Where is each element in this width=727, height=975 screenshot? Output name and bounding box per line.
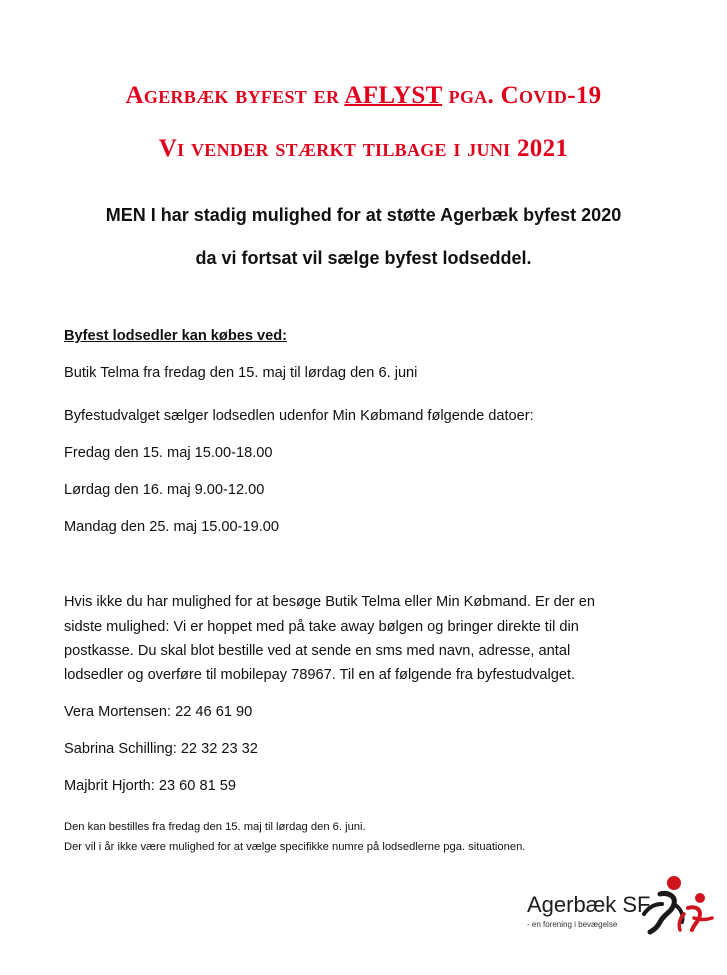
- udvalget-text: Byfestudvalget sælger lodsedlen udenfor Min Købmand følgende datoer:: [64, 408, 534, 424]
- delivery-paragraph-line: Hvis ikke du har mulighed for at besøge Butik Telma eller Min Købmand. Er der en: [64, 594, 596, 610]
- sale-date: Lørdag den 16. maj 9.00-12.00: [64, 482, 265, 498]
- sale-date: Mandag den 25. maj 15.00-19.00: [64, 519, 280, 535]
- contact-sabrina: Sabrina Schilling: 22 32 23 32: [64, 741, 258, 757]
- intro-line-2: da vi fortsat vil sælge byfest lodseddel.: [195, 248, 532, 268]
- title-line-2: Vi vender stærkt tilbage i juni 2021: [158, 135, 569, 162]
- title-cancelled-emphasis: AFLYST: [344, 82, 443, 109]
- delivery-paragraph-line: lodsedler og overføre til mobilepay 78967. Til en af følgende fra byfestudvalget.: [64, 667, 576, 683]
- running-figures-icon: [638, 874, 718, 936]
- purchase-heading: Byfest lodsedler kan købes ved:: [64, 328, 288, 344]
- note-line: Den kan bestilles fra fredag den 15. maj til lørdag den 6. juni.: [64, 821, 366, 833]
- title-suffix: pga. Covid-19: [442, 82, 602, 109]
- delivery-paragraph-line: postkasse. Du skal blot bestille ved at sende en sms med navn, adresse, antal: [64, 643, 571, 659]
- title-line-1: [0, 82, 727, 110]
- delivery-paragraph-line: sidste mulighed: Vi er hoppet med på take away bølgen og bringer direkte til din: [64, 619, 579, 635]
- contact-vera: Vera Mortensen: 22 46 61 90: [64, 704, 253, 720]
- logo-tagline: - en forening i bevægelse: [527, 920, 618, 929]
- agerbaek-sf-logo: [520, 874, 720, 940]
- contact-majbrit: Majbrit Hjorth: 23 60 81 59: [64, 778, 236, 794]
- logo-name: Agerbæk SF: [527, 892, 651, 917]
- sale-date: Fredag den 15. maj 15.00-18.00: [64, 445, 273, 461]
- butik-telma-text: Butik Telma fra fredag den 15. maj til lørdag den 6. juni: [64, 365, 418, 381]
- note-line: Der vil i år ikke være mulighed for at vælge specifikke numre på lodsedlerne pga. situationen.: [64, 841, 526, 853]
- intro-line-1: MEN I har stadig mulighed for at støtte Agerbæk byfest 2020: [105, 205, 622, 225]
- title-prefix: Agerbæk byfest er: [125, 82, 345, 109]
